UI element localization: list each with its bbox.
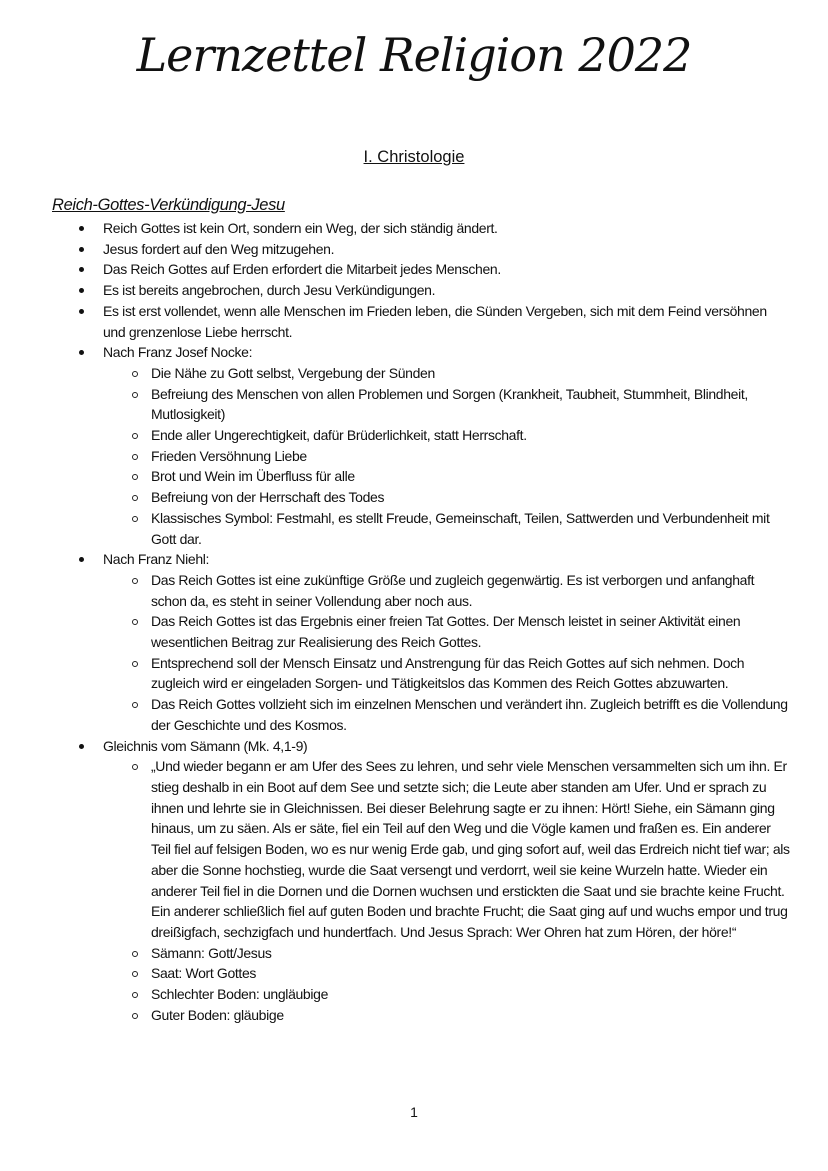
sub-bullet-item: Das Reich Gottes ist das Ergebnis einer freien Tat Gottes. Der Mensch leistet in seiner Aktivität einen wesentlichen Beitrag zur Realisierung des Reich Gottes. <box>103 611 792 652</box>
bullet-list <box>52 218 792 1025</box>
sub-bullet-item: Sämann: Gott/Jesus <box>103 943 792 964</box>
bullet-item <box>52 736 792 1026</box>
sub-bullet-item: Schlechter Boden: ungläubige <box>103 984 792 1005</box>
bullet-text: Es ist erst vollendet, wenn alle Menschen im Frieden leben, die Sünden Vergeben, sich mit dem Feind versöhnen und grenzenlose Liebe herrscht. <box>103 302 767 340</box>
sub-bullet-item: Brot und Wein im Überfluss für alle <box>103 466 792 487</box>
bullet-text: Nach Franz Josef Nocke: <box>103 344 253 361</box>
sub-bullet-item: Entsprechend soll der Mensch Einsatz und Anstrengung für das Reich Gottes auf sich nehmen. Doch zugleich wird er eingeladen Sorgen- und Tätigkeitslos das Kommen des Reich Gottes abzuwarten. <box>103 653 792 694</box>
document-title: Lernzettel Religion 2022 <box>136 28 692 82</box>
sub-bullet-item: Befreiung des Menschen von allen Problemen und Sorgen (Krankheit, Taubheit, Stummheit, Blindheit, Mutlosigkeit) <box>103 384 792 425</box>
document-body <box>52 194 792 1025</box>
bullet-text: Nach Franz Niehl: <box>103 551 210 568</box>
sub-bullet-list <box>151 570 792 736</box>
bullet-text: Gleichnis vom Sämann (Mk. 4,1-9) <box>103 737 308 754</box>
sub-bullet-item: Das Reich Gottes vollzieht sich im einzelnen Menschen und verändert ihn. Zugleich betrifft es die Vollendung der Geschichte und des Kosmos. <box>103 694 792 735</box>
subheading: Reich-Gottes-Verkündigung-Jesu <box>52 196 285 214</box>
bullet-item <box>52 342 792 549</box>
sub-bullet-item: Saat: Wort Gottes <box>103 963 792 984</box>
sub-bullet-item: Das Reich Gottes ist eine zukünftige Größe und zugleich gegenwärtig. Es ist verborgen und anfanghaft schon da, es steht in seiner Vollendung aber noch aus. <box>103 570 792 611</box>
sub-bullet-item: Die Nähe zu Gott selbst, Vergebung der Sünden <box>103 363 792 384</box>
bullet-item <box>52 280 792 301</box>
page-number: 1 <box>410 1104 418 1120</box>
bullet-text: Jesus fordert auf den Weg mitzugehen. <box>103 240 335 257</box>
sub-bullet-list <box>151 363 792 549</box>
bullet-text: Es ist bereits angebrochen, durch Jesu Verkündigungen. <box>103 282 436 299</box>
sub-bullet-item: „Und wieder begann er am Ufer des Sees zu lehren, und sehr viele Menschen versammelten sich um ihn. Er stieg deshalb in ein Boot auf dem See und setzte sich; die Leute aber standen am Ufer. Und er sprach zu ihnen und lehrte sie in Gleichnissen. Bei dieser Belehrung sagte er zu ihnen: Hört! Siehe, ein Sämann ging hinaus, um zu säen. Als er säte, fiel ein Teil auf den Weg und die Vögle kamen und fraßen es. Ein anderer Teil fiel auf felsigen Boden, wo es nur wenig Erde gab, und ging sofort auf, weil das Erdreich nicht tief war; als aber die Sonne hochstieg, wurde die Saat versengt und verdorrt, weil sie keine Wurzeln hatte. Wieder ein anderer Teil fiel in die Dornen und die Dornen wuchsen und erstickten die Saat und sie brachte keine Frucht. Ein anderer schließlich fiel auf guten Boden und brachte Frucht; die Saat ging auf und wuchs empor und trug dreißigfach, sechzigfach und hundertfach. Und Jesus Sprach: Wer Ohren hat zum Hören, der höre!“ <box>103 756 792 942</box>
sub-bullet-item: Klassisches Symbol: Festmahl, es stellt Freude, Gemeinschaft, Teilen, Sattwerden und Verbundenheit mit Gott dar. <box>103 508 792 549</box>
sub-bullet-item: Frieden Versöhnung Liebe <box>103 446 792 467</box>
sub-bullet-list <box>151 756 792 1025</box>
bullet-text: Das Reich Gottes auf Erden erfordert die Mitarbeit jedes Menschen. <box>103 261 501 278</box>
bullet-text: Reich Gottes ist kein Ort, sondern ein Weg, der sich ständig ändert. <box>103 220 498 236</box>
sub-bullet-item: Befreiung von der Herrschaft des Todes <box>103 487 792 508</box>
bullet-item <box>52 239 792 260</box>
bullet-item <box>52 259 792 280</box>
bullet-item <box>52 301 792 342</box>
sub-bullet-item: Ende aller Ungerechtigkeit, dafür Brüderlichkeit, statt Herrschaft. <box>103 425 792 446</box>
bullet-item <box>52 218 792 239</box>
section-title: I. Christologie <box>363 148 465 166</box>
sub-bullet-item: Guter Boden: gläubige <box>103 1005 792 1026</box>
bullet-item <box>52 549 792 735</box>
